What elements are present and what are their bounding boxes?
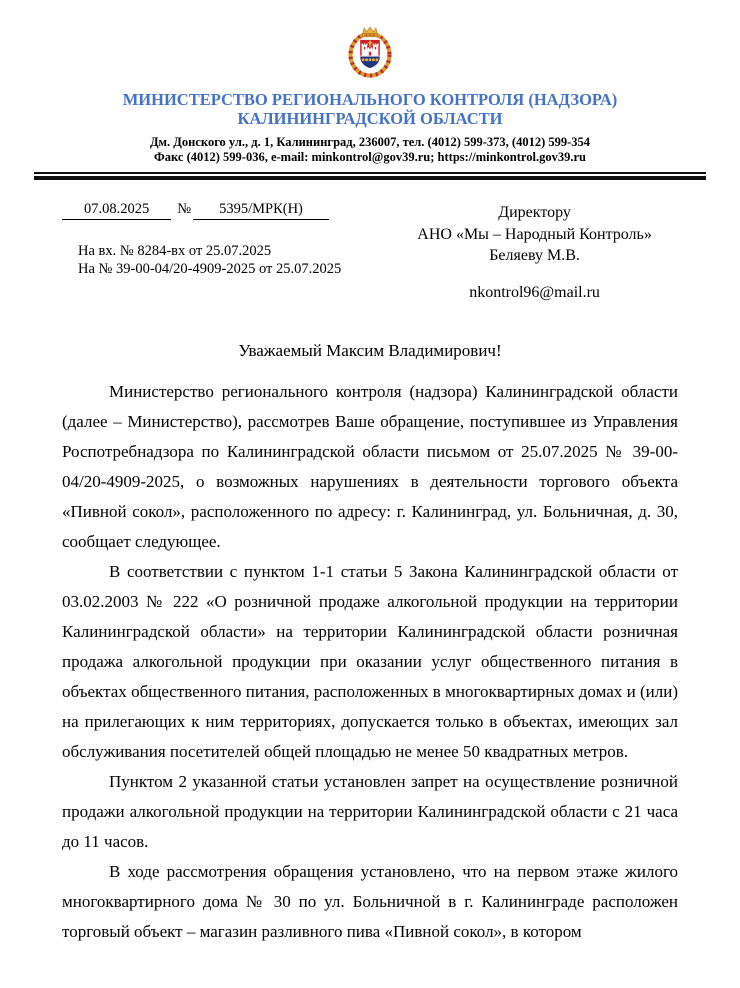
incoming-references <box>62 243 391 278</box>
letterhead-divider <box>34 172 706 180</box>
ministry-title <box>0 91 740 128</box>
salutation: Уважаемый Максим Владимирович! <box>238 341 502 360</box>
coat-of-arms-icon <box>341 25 399 79</box>
addressee-position: Директору <box>498 204 571 221</box>
ministry-address-line2: Факс (4012) 599-036, e-mail: minkontrol@gov39.ru; https://minkontrol.gov39.ru <box>154 149 586 164</box>
incoming-reference-2: На № 39-00-04/20-4909-2025 от 25.07.2025 <box>78 260 342 277</box>
number-sign: № <box>177 201 192 217</box>
reference-row <box>62 201 678 303</box>
addressee-organization: АНО «Мы – Народный Контроль» <box>417 225 652 243</box>
ministry-address <box>0 135 740 164</box>
paragraph-2: В соответствии с пунктом 1-1 статьи 5 Закона Калининградской области от 03.02.2003 № 222 «О розничной продаже алкогольной продукции на территории Калининградской области» на территории Калининградской области розничная продажа алкогольной продукции при оказании услуг общественного питания в объектах общественного питания, расположенных в многоквартирных домах и (или) на прилегающих к ним территориях, допускается только в объектах, имеющих зал обслуживания посетителей общей площадью не менее 50 квадратных метров. <box>62 562 678 761</box>
addressee-block <box>391 201 678 303</box>
outgoing-date-line <box>62 201 391 220</box>
letterhead <box>0 0 740 164</box>
incoming-reference-1: На вх. № 8284-вх от 25.07.2025 <box>78 243 272 259</box>
letter-body <box>62 341 678 947</box>
addressee-person: Беляеву М.В. <box>489 247 580 264</box>
addressee-email: nkontrol96@mail.ru <box>469 283 600 301</box>
paragraph-4: В ходе рассмотрения обращения установлено, что на первом этаже жилого многоквартирного дома № 30 по ул. Больничной в г. Калининграде расположен торговый объект – магазин разливного пива «Пивной сокол», в котором <box>62 862 678 941</box>
paragraph-1: Министерство регионального контроля (надзора) Калининградской области (далее – Министерство), рассмотрев Ваше обращение, поступившее из Управления Роспотребнадзора по Калининградской области письмом от 25.07.2025 № 39-00-04/20-4909-2025, о возможных нарушениях в деятельности торгового объекта «Пивной сокол», расположенного по адресу: г. Калининград, ул. Больничная, д. 30, сообщает следующее. <box>62 382 678 551</box>
ministry-title-line1: МИНИСТЕРСТВО РЕГИОНАЛЬНОГО КОНТРОЛЯ (НАДЗОРА) <box>122 90 618 109</box>
outgoing-date: 07.08.2025 <box>62 201 171 220</box>
outgoing-number: 5395/МРК(Н) <box>193 201 329 220</box>
paragraph-3: Пунктом 2 указанной статьи установлен запрет на осуществление розничной продажи алкогольной продукции на территории Калининградской области с 21 часа до 11 часов. <box>62 772 678 851</box>
outgoing-reference <box>62 201 391 303</box>
ministry-address-line1: Дм. Донского ул., д. 1, Калининград, 236007, тел. (4012) 599-373, (4012) 599-354 <box>149 135 591 149</box>
ministry-title-line2: КАЛИНИНГРАДСКОЙ ОБЛАСТИ <box>237 108 503 128</box>
